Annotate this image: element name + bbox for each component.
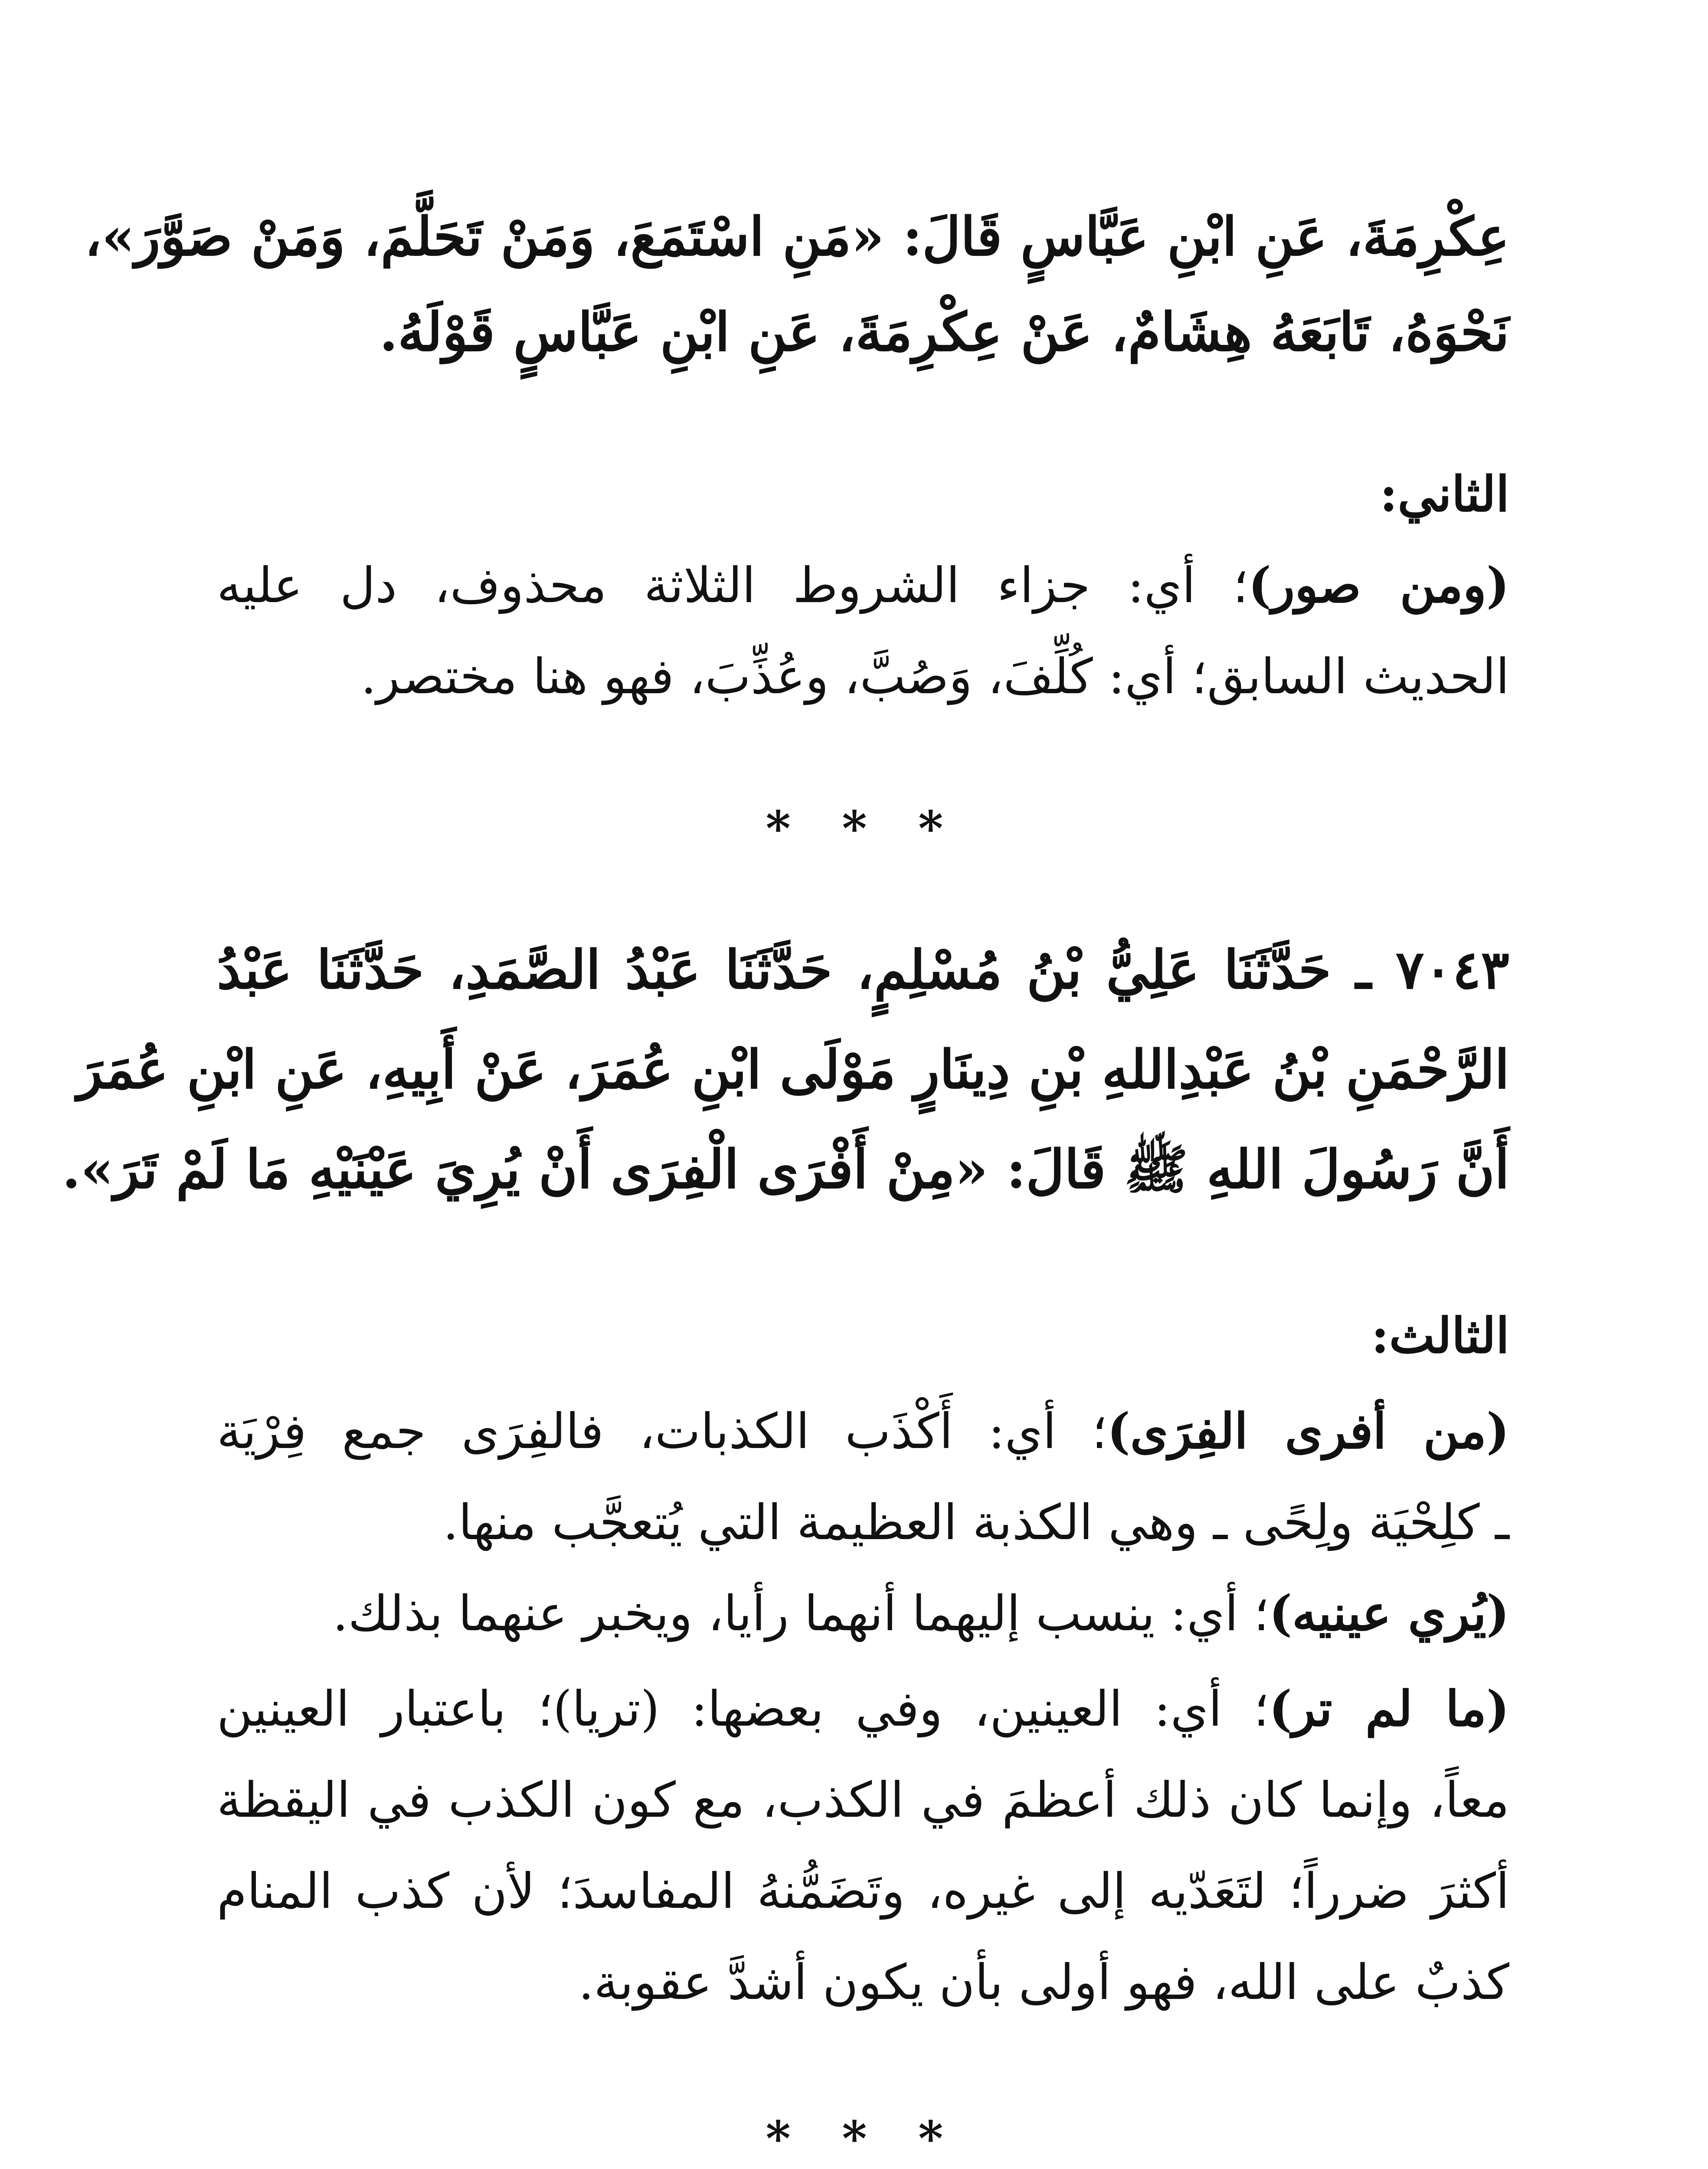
- commentary-line: [217, 1857, 1509, 1926]
- commentary-line: [217, 551, 1509, 620]
- commentary-text: ؛ أي: أَكْذَب الكذبات، فالفِرَى جمع فِرْيَة: [217, 1403, 1107, 1460]
- commentary-line: [217, 1488, 1509, 1557]
- commentary-text: معاً، وإنما كان ذلك أعظمَ في الكذب، مع كون الكذب في اليقظة: [217, 1772, 1510, 1828]
- section-separator: * * *: [766, 800, 961, 856]
- quoted-phrase: (يُري عينيه): [1269, 1585, 1509, 1642]
- commentary-text: ؛ أي: العينين، وفي بعضها: (تريا)؛ باعتبار العينين: [217, 1681, 1269, 1737]
- commentary-line: [217, 1579, 1509, 1648]
- commentary-text: ؛ أي: ينسب إليهما أنهما رأيا، ويخبر عنهما بذلك.: [333, 1586, 1270, 1642]
- quoted-phrase: (من أفرى الفِرَى): [1107, 1403, 1509, 1460]
- quoted-phrase: (ما لم تر): [1269, 1681, 1510, 1737]
- commentary-text: الحديث السابق؛ أي: كُلِّفَ، وَصُبَّ، وعُذِّبَ، فهو هنا مختصر.: [361, 649, 1509, 705]
- section-heading: الثالث:: [1371, 1307, 1509, 1364]
- hadith-line: عِكْرِمَةَ، عَنِ ابْنِ عَبَّاسٍ قَالَ: «مَنِ اسْتَمَعَ، وَمَنْ تَحَلَّمَ، وَمَنْ صَوَّرَ»،: [85, 205, 1509, 268]
- commentary-line: [217, 1766, 1509, 1835]
- commentary-line: [217, 1397, 1509, 1466]
- hadith-line: نَحْوَهُ، تَابَعَهُ هِشَامٌ، عَنْ عِكْرِمَةَ، عَنِ ابْنِ عَبَّاسٍ قَوْلَهُ.: [379, 301, 1509, 363]
- section-separator: * * *: [766, 2110, 961, 2166]
- hadith-line: الرَّحْمَنِ بْنُ عَبْدِاللهِ بْنِ دِينَارٍ مَوْلَى ابْنِ عُمَرَ، عَنْ أَبِيهِ، عَنِ ابْنِ عُمَرَ: [77, 1038, 1509, 1101]
- commentary-text: ـ كلِحْيَة ولِحًى ـ وهي الكذبة العظيمة التي يُتعجَّب منها.: [443, 1494, 1509, 1551]
- section-heading: الثاني:: [1379, 466, 1509, 523]
- commentary-text: ؛ أي: جزاء الشروط الثلاثة محذوف، دل عليه: [217, 557, 1249, 614]
- quoted-phrase: (ومن صور): [1248, 557, 1509, 614]
- hadith-line: أَنَّ رَسُولَ اللهِ ﷺ قَالَ: «مِنْ أَفْرَى الْفِرَى أَنْ يُرِيَ عَيْنَيْهِ مَا لَمْ تَرَ».: [62, 1138, 1509, 1200]
- commentary-text: أكثرَ ضرراً؛ لتَعَدّيه إلى غيره، وتَضَمُّنهُ المفاسدَ؛ لأن كذب المنام: [217, 1863, 1509, 1920]
- hadith-line: ٧٠٤٣ ـ حَدَّثَنَا عَلِيُّ بْنُ مُسْلِمٍ، حَدَّثَنَا عَبْدُ الصَّمَدِ، حَدَّثَنَا عَبْدُ: [217, 938, 1509, 1001]
- book-page: [62, 165, 1510, 2169]
- commentary-line: [217, 642, 1509, 711]
- commentary-line: [217, 1674, 1509, 1744]
- commentary-line: [217, 1948, 1509, 2017]
- commentary-text: كذبٌ على الله، فهو أولى بأن يكون أشدَّ عقوبة.: [578, 1954, 1509, 2011]
